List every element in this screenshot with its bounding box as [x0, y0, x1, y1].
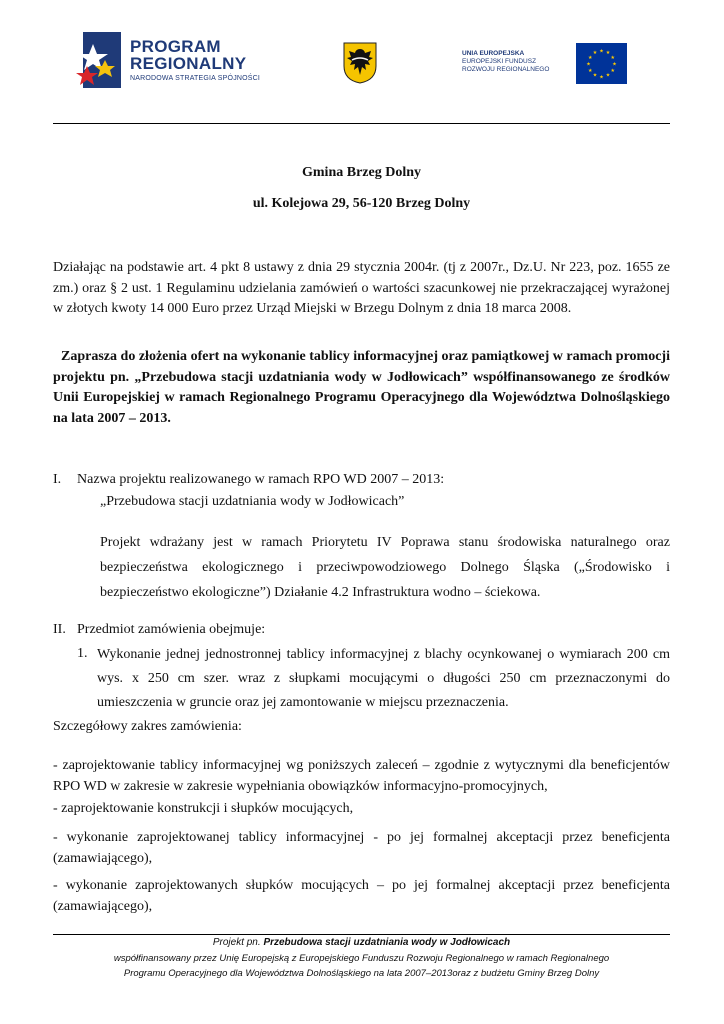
- program-logo-line3: NARODOWA STRATEGIA SPÓJNOŚCI: [130, 75, 261, 82]
- section1-project-name: „Przebudowa stacji uzdatniania wody w Jodłowicach”: [100, 494, 405, 509]
- footer-project-line: [53, 936, 670, 950]
- svg-text:★: ★: [610, 67, 615, 74]
- scope-item: - zaprojektowanie tablicy informacyjnej wg poniższych zaleceń – zgodnie z wytycznymi dla beneficjentów RPO WD w zakresie w zakresie wypełniania obowiązków informacyjno-promocyjnych,: [53, 758, 670, 794]
- svg-text:★: ★: [588, 55, 593, 61]
- eu-label-line3: ROZWOJU REGIONALNEGO: [462, 66, 550, 73]
- program-regionalny-logo: [75, 30, 285, 100]
- footer-divider: [53, 934, 670, 935]
- section2-item-number: 1.: [77, 646, 88, 661]
- program-logo-line1: PROGRAM: [130, 37, 221, 56]
- scope-heading: Szczegółowy zakres zamówienia:: [53, 719, 242, 734]
- eu-label-line1: UNIA EUROPEJSKA: [462, 50, 525, 57]
- section2-title: Przedmiot zamówienia obejmuje:: [77, 622, 266, 637]
- section1-description: Projekt wdrażany jest w ramach Priorytetu IV Poprawa stanu środowiska naturalnego oraz bezpieczeństwa ekologicznego i przeciwpowodziowego Dolnego Śląska („Środowisko i bezpieczeństwo ekologiczne”) Działanie 4.2 Infrastruktura wodno – ściekowa.: [100, 535, 670, 600]
- eu-label-line2: EUROPEJSKI FUNDUSZ: [462, 58, 537, 65]
- footer-cofinancing-line: współfinansowany przez Unię Europejską z Europejskiego Funduszu Rozwoju Regionalnego w ramach Regionalnego: [113, 953, 610, 964]
- program-logo-line2: REGIONALNY: [130, 54, 247, 73]
- footer-project-name: Przebudowa stacji uzdatniania wody w Jodłowicach: [263, 937, 511, 948]
- municipality-address: ul. Kolejowa 29, 56-120 Brzeg Dolny: [252, 196, 471, 211]
- scope-item: - wykonanie zaprojektowanych słupków mocujących – po jej formalnej akceptacji przez beneficjenta (zamawiającego),: [53, 878, 670, 914]
- svg-text:★: ★: [599, 74, 604, 81]
- section1-title: Nazwa projektu realizowanego w ramach RPO WD 2007 – 2013:: [77, 472, 445, 487]
- svg-text:★: ★: [586, 61, 591, 68]
- svg-text:★: ★: [592, 50, 598, 57]
- section2-numeral: II.: [53, 622, 66, 637]
- svg-text:★: ★: [610, 55, 615, 61]
- svg-text:★: ★: [605, 50, 611, 57]
- eu-fund-label: [462, 50, 572, 74]
- municipality-name: Gmina Brzeg Dolny: [302, 165, 421, 180]
- scope-item: - wykonanie zaprojektowanej tablicy informacyjnej - po jej formalnej akceptacji przez beneficjenta (zamawiającego),: [53, 830, 670, 866]
- svg-text:★: ★: [599, 48, 604, 55]
- intro-paragraph: Działając na podstawie art. 4 pkt 8 ustawy z dnia 29 stycznia 2004r. (tj z 2007r., Dz.U. Nr 223, poz. 1655 ze zm.) oraz § 2 ust. 1 Regulaminu udzielania zamówień o wartości szacunkowej nie przekraczającej wyrażonej w złotych kwoty 14 000 Euro przez Urząd Miejski w Brzegu Dolnym z dnia 18 marca 2008.: [53, 260, 670, 316]
- footer-program-line: Programu Operacyjnego dla Województwa Dolnośląskiego na lata 2007–2013oraz z budżetu Gminy Brzeg Dolny: [123, 968, 600, 979]
- eu-flag-icon: [576, 43, 627, 84]
- svg-text:★: ★: [605, 72, 611, 79]
- svg-text:★: ★: [612, 61, 617, 68]
- section2-item-text: Wykonanie jednej jednostronnej tablicy informacyjnej z blachy ocynkowanej o wymiarach 200 cm wys. x 250 cm szer. wraz z słupkami mocującymi o długości 250 cm przeznaczonymi do umieszczenia w gruncie oraz jej zamontowanie w miejscu przeznaczenia.: [97, 647, 670, 710]
- header-divider: [53, 123, 670, 124]
- svg-text:★: ★: [592, 72, 598, 79]
- lower-silesia-eagle-crest-icon: [343, 42, 377, 84]
- footer-prefix: Projekt pn.: [212, 937, 264, 948]
- scope-item: - zaprojektowanie konstrukcji i słupków mocujących,: [53, 801, 354, 816]
- invitation-paragraph: Zaprasza do złożenia ofert na wykonanie tablicy informacyjnej oraz pamiątkowej w ramach promocji projektu pn. „Przebudowa stacji uzdatniania wody w Jodłowicach” współfinansowanego ze środków Unii Europejskiej w ramach Regionalnego Programu Operacyjnego dla Województwa Dolnośląskiego na lata 2007 – 2013.: [53, 349, 670, 426]
- svg-text:★: ★: [588, 67, 593, 74]
- section1-numeral: I.: [53, 472, 62, 487]
- program-regionalny-mark-icon: [75, 30, 123, 90]
